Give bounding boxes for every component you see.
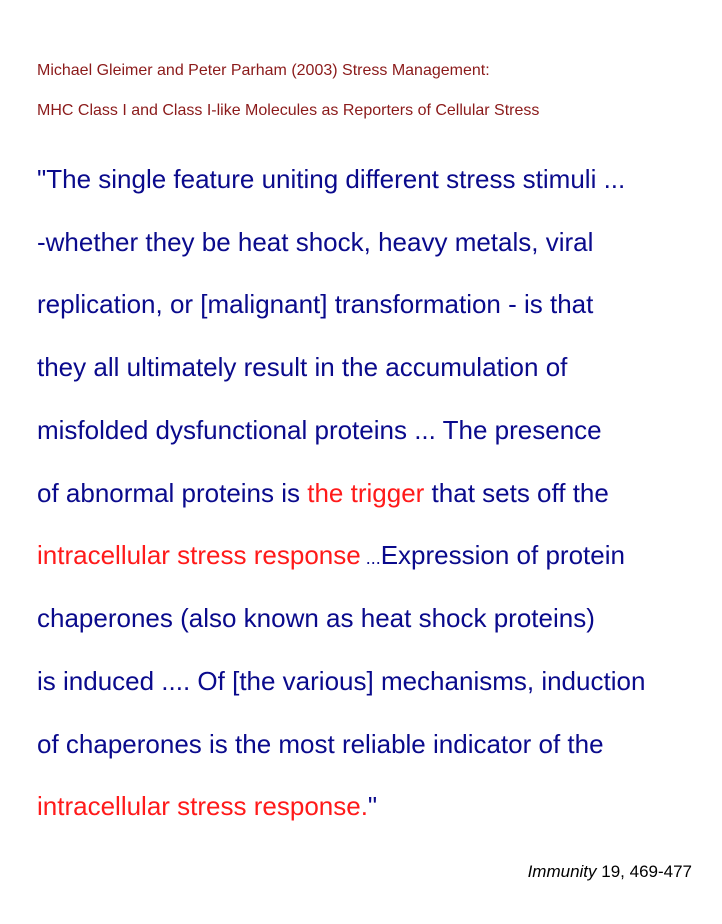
ellipsis: ...	[360, 548, 381, 568]
closing-quote: "	[367, 791, 378, 821]
quote-line-4: they all ultimately result in the accumulation of	[37, 352, 568, 382]
highlight-stress-response: intracellular stress response.	[37, 791, 368, 821]
quote-line-6	[37, 478, 609, 509]
highlight-stress-response: intracellular stress response	[37, 540, 361, 570]
quote-text: Expression of protein	[380, 540, 625, 570]
quote-text: that sets off the	[424, 478, 609, 508]
quote-line-7	[37, 540, 625, 571]
quote-line-8: chaperones (also known as heat shock proteins)	[37, 603, 595, 633]
quote-line-10: of chaperones is the most reliable indicator of the	[37, 729, 604, 759]
journal-details: 19, 469-477	[596, 862, 692, 881]
quote-line-5: misfolded dysfunctional proteins ... The presence	[37, 415, 602, 445]
citation-line-2: MHC Class I and Class I-like Molecules as Reporters of Cellular Stress	[37, 102, 540, 119]
quote-line-9: is induced .... Of [the various] mechanisms, induction	[37, 666, 646, 696]
quote-line-11	[37, 791, 377, 822]
journal-reference	[528, 862, 692, 882]
quote-line-1: "The single feature uniting different stress stimuli ...	[37, 164, 626, 194]
quote-line-3: replication, or [malignant] transformation - is that	[37, 289, 594, 319]
highlight-trigger: the trigger	[307, 478, 425, 508]
quote-text: of abnormal proteins is	[37, 478, 308, 508]
quote-line-2: -whether they be heat shock, heavy metals, viral	[37, 227, 594, 257]
journal-name: Immunity	[527, 862, 597, 881]
citation-line-1: Michael Gleimer and Peter Parham (2003) Stress Management:	[37, 62, 490, 79]
